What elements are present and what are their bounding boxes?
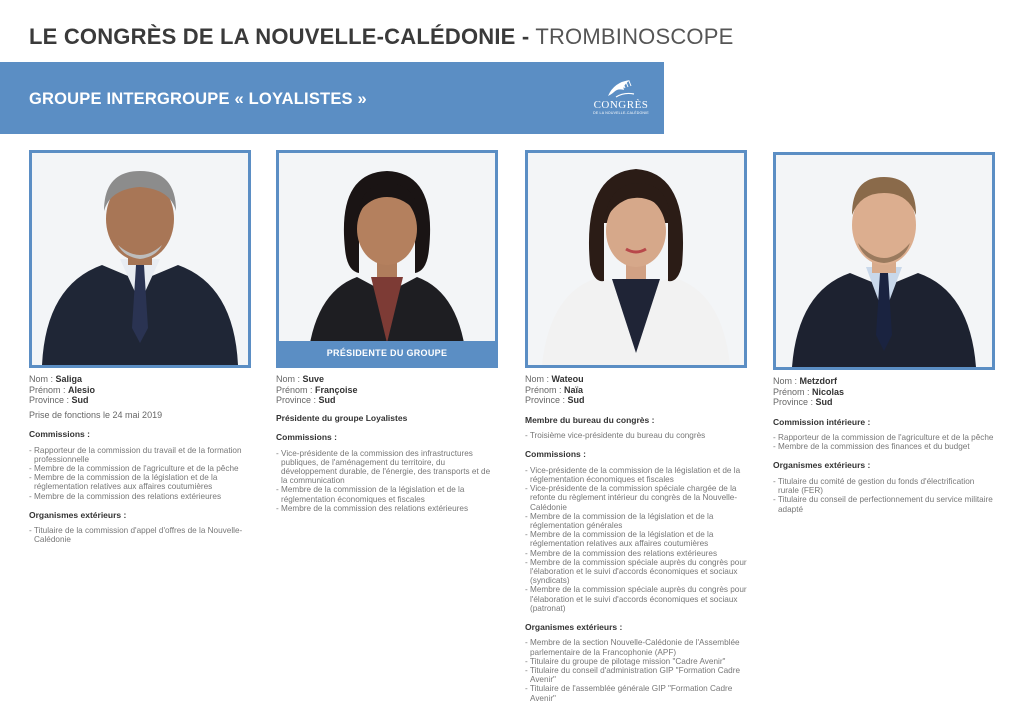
member-prenom: Alesio [68, 384, 96, 395]
bureau-title: Membre du bureau du congrès : [525, 414, 655, 425]
member-nom: Wateou [551, 374, 584, 384]
member-nom: Saliga [55, 374, 83, 384]
page-title-main: LE CONGRÈS DE LA NOUVELLE-CALÉDONIE - [29, 24, 530, 49]
commissions-list [276, 449, 498, 513]
member-photo [276, 150, 498, 368]
commissions-list [29, 446, 251, 501]
label-prenom: Prénom : [276, 384, 316, 395]
list-item: - Membre de la commission spéciale auprès du congrès pour l'élaboration et le suivi d'accords économiques et sociaux (syndicats) [525, 558, 747, 586]
list-item: - Membre de la section Nouvelle-Calédonie de l'Assemblée parlementaire de la Francophonie (APF) [525, 638, 747, 656]
label-prenom: Prénom : [773, 386, 813, 397]
organismes-title: Organismes extérieurs : [29, 509, 127, 520]
list-item: - Membre de la commission des relations extérieures [29, 492, 251, 501]
label-nom: Nom : [525, 374, 552, 384]
member-province: Sud [815, 397, 833, 407]
logo-text: CONGRÈS [593, 99, 649, 111]
commission-interieure-title: Commission intérieure : [773, 416, 871, 427]
portrait-silhouette [32, 153, 248, 365]
member-photo [29, 150, 251, 368]
list-item: - Titulaire du conseil d'administration GIP "Formation Cadre Avenir" [525, 666, 747, 684]
organismes-list [525, 638, 747, 702]
president-badge: PRÉSIDENTE DU GROUPE [279, 341, 495, 365]
list-item: - Membre de la commission spéciale auprès du congrès pour l'élaboration et le suivi d'accords économiques et sociaux (patronat) [525, 585, 747, 613]
group-title: GROUPE INTERGROUPE « LOYALISTES » [29, 90, 367, 108]
list-item: - Membre de la commission de la législation et de la réglementation relatives aux affaires coutumières [525, 530, 747, 548]
bureau-list [525, 431, 747, 440]
list-item: - Membre de la commission des relations extérieures [276, 504, 498, 513]
label-province: Province : [525, 395, 568, 405]
member-province: Sud [567, 395, 585, 405]
prise-de-fonctions: Prise de fonctions le 24 mai 2019 [29, 409, 163, 420]
member-photo [773, 152, 995, 370]
label-province: Province : [29, 395, 72, 405]
portrait-silhouette [528, 153, 744, 365]
commissions-title: Commissions : [276, 432, 337, 442]
list-item: - Membre de la commission de l'agriculture et de la pêche [29, 464, 251, 473]
organismes-list [29, 526, 251, 544]
commissions-title: Commissions : [525, 449, 586, 460]
member-province: Sud [71, 395, 89, 405]
logo-subtext: DE LA NOUVELLE-CALÉDONIE [593, 111, 649, 115]
list-item: - Membre de la commission de la législation et de la réglementation économiques et fiscales [276, 485, 498, 503]
member-prenom: Naïa [564, 384, 584, 395]
page-title-sub: TROMBINOSCOPE [535, 24, 734, 49]
list-item: - Vice-présidente de la commission des infrastructures publiques, de l'aménagement du territoire, du développement durable, de l'énergie, des transports et de la communication [276, 449, 498, 486]
label-prenom: Prénom : [525, 384, 565, 395]
commissions-title: Commissions : [29, 429, 90, 439]
commissions-list [525, 466, 747, 613]
congres-logo [590, 78, 652, 122]
member-role: Présidente du groupe Loyalistes [276, 412, 408, 423]
list-item: - Rapporteur de la commission de l'agriculture et de la pêche [773, 433, 995, 442]
member-card-metzdorf [773, 152, 995, 514]
label-prenom: Prénom : [29, 384, 69, 395]
list-item: - Titulaire du conseil de perfectionnement du service militaire adapté [773, 495, 995, 513]
commission-interieure-list [773, 433, 995, 451]
label-nom: Nom : [29, 374, 56, 384]
member-info [773, 376, 995, 514]
list-item: - Membre de la commission de la législation et de la réglementation générales [525, 512, 747, 530]
portrait-silhouette [279, 153, 495, 365]
label-province: Province : [773, 397, 816, 407]
organismes-title: Organismes extérieurs : [773, 460, 871, 471]
member-card-saliga [29, 150, 251, 545]
label-nom: Nom : [276, 374, 303, 384]
organismes-list [773, 477, 995, 514]
member-nom: Suve [302, 374, 325, 384]
list-item: - Rapporteur de la commission du travail et de la formation professionnelle [29, 446, 251, 464]
member-info [276, 374, 498, 513]
list-item: - Troisième vice-présidente du bureau du congrès [525, 431, 747, 440]
congres-bird-icon [604, 78, 638, 100]
member-province: Sud [318, 395, 336, 405]
list-item: - Vice-présidente de la commission spéciale chargée de la refonte du règlement intérieur du congrès de la Nouvelle-Calédonie [525, 484, 747, 512]
member-card-wateou [525, 150, 747, 703]
list-item: - Membre de la commission des finances et du budget [773, 442, 995, 451]
label-nom: Nom : [773, 376, 800, 386]
member-info [525, 374, 747, 703]
list-item: - Vice-présidente de la commission de la législation et de la réglementation économiques et fiscales [525, 466, 747, 484]
member-prenom: Françoise [315, 384, 358, 395]
member-nom: Metzdorf [799, 376, 838, 386]
portrait-silhouette [776, 155, 992, 367]
list-item: - Membre de la commission des relations extérieures [525, 549, 747, 558]
page-title [29, 24, 734, 50]
member-info [29, 374, 251, 545]
label-province: Province : [276, 395, 319, 405]
group-banner [0, 62, 664, 134]
member-card-suve [276, 150, 498, 513]
organismes-title: Organismes extérieurs : [525, 621, 623, 632]
list-item: - Titulaire du groupe de pilotage mission "Cadre Avenir" [525, 657, 747, 666]
list-item: - Titulaire du comité de gestion du fonds d'électrification rurale (FER) [773, 477, 995, 495]
member-prenom: Nicolas [812, 386, 845, 397]
member-photo [525, 150, 747, 368]
list-item: - Membre de la commission de la législation et de la réglementation relatives aux affaires coutumières [29, 473, 251, 491]
list-item: - Titulaire de l'assemblée générale GIP "Formation Cadre Avenir" [525, 684, 747, 702]
list-item: - Titulaire de la commission d'appel d'offres de la Nouvelle-Calédonie [29, 526, 251, 544]
